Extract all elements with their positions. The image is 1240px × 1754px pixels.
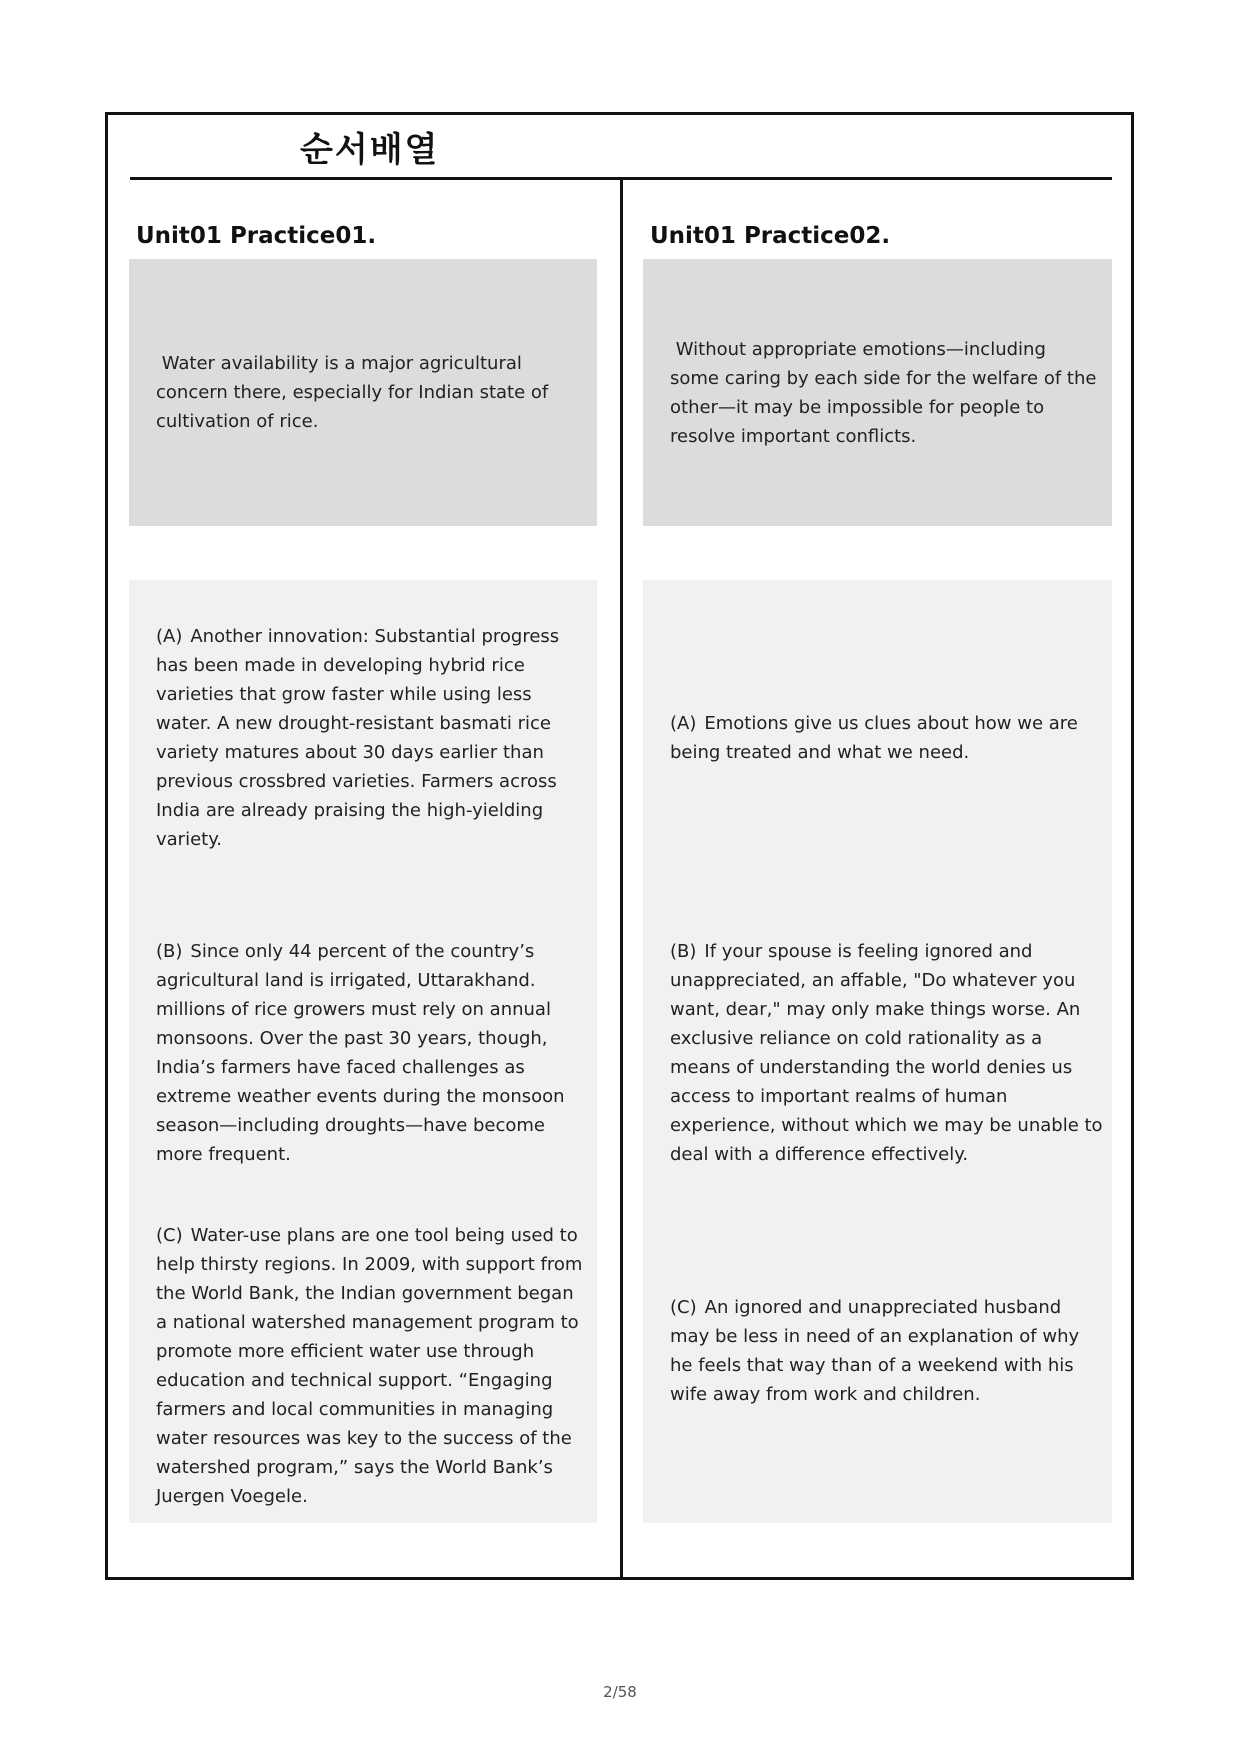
option-label: (C) [156, 1225, 183, 1246]
option-label: (C) [670, 1297, 697, 1318]
practice01-options-box [129, 580, 597, 1523]
practice01-intro-box [129, 259, 597, 526]
practice01-intro-text: Water availability is a major agricultural concern there, especially for Indian state of cultivation of rice. [156, 353, 554, 432]
practice02-option-c [670, 1293, 1104, 1409]
column-divider [620, 180, 623, 1580]
practice01-heading: Unit01 Practice01. [136, 223, 377, 249]
practice01-option-b [156, 937, 589, 1169]
option-label: (B) [156, 941, 183, 962]
option-text: Emotions give us clues about how we are being treated and what we need. [670, 713, 1078, 763]
practice01-option-c [156, 1221, 589, 1511]
practice02-options-box [643, 580, 1112, 1523]
practice01-option-a [156, 622, 589, 854]
option-text: An ignored and unappreciated husband may be less in need of an explanation of why he feels that way than of a weekend with his wife away from work and children. [670, 1297, 1080, 1405]
practice02-option-b [670, 937, 1104, 1169]
practice02-option-a [670, 709, 1104, 767]
practice02-heading: Unit01 Practice02. [650, 223, 891, 249]
option-label: (A) [670, 713, 697, 734]
option-label: (B) [670, 941, 697, 962]
page-number: 2/58 [603, 1683, 637, 1701]
option-text: If your spouse is feeling ignored and unappreciated, an affable, "Do whatever you want, dear," may only make things worse. An exclusive reliance on cold rationality as a means of understanding the world denies us access to important realms of human experience, without which we may be unable to deal with a difference effectively. [670, 941, 1103, 1165]
option-text: Since only 44 percent of the country’s agricultural land is irrigated, Uttarakhand. millions of rice growers must rely on annual monsoons. Over the past 30 years, though, India’s farmers have faced challenges as extreme weather events during the monsoon season—including droughts—have become more frequent. [156, 941, 565, 1165]
practice02-intro-box [643, 259, 1112, 526]
practice02-intro-text: Without appropriate emotions—including some caring by each side for the welfare of the other—it may be impossible for people to resolve important conflicts. [670, 338, 1103, 447]
option-text: Water-use plans are one tool being used to help thirsty regions. In 2009, with support from the World Bank, the Indian government began a national watershed management program to promote more efficient water use through education and technical support. “Engaging farmers and local communities in managing water resources was key to the success of the watershed program,” says the World Bank’s Juergen Voegele. [156, 1225, 583, 1507]
option-text: Another innovation: Substantial progress has been made in developing hybrid rice varieties that grow faster while using less water. A new drought-resistant basmati rice variety matures about 30 days earlier than previous crossbred varieties. Farmers across India are already praising the high-yielding variety. [156, 626, 560, 850]
option-label: (A) [156, 626, 183, 647]
page-title: 순서배열 [300, 130, 440, 170]
